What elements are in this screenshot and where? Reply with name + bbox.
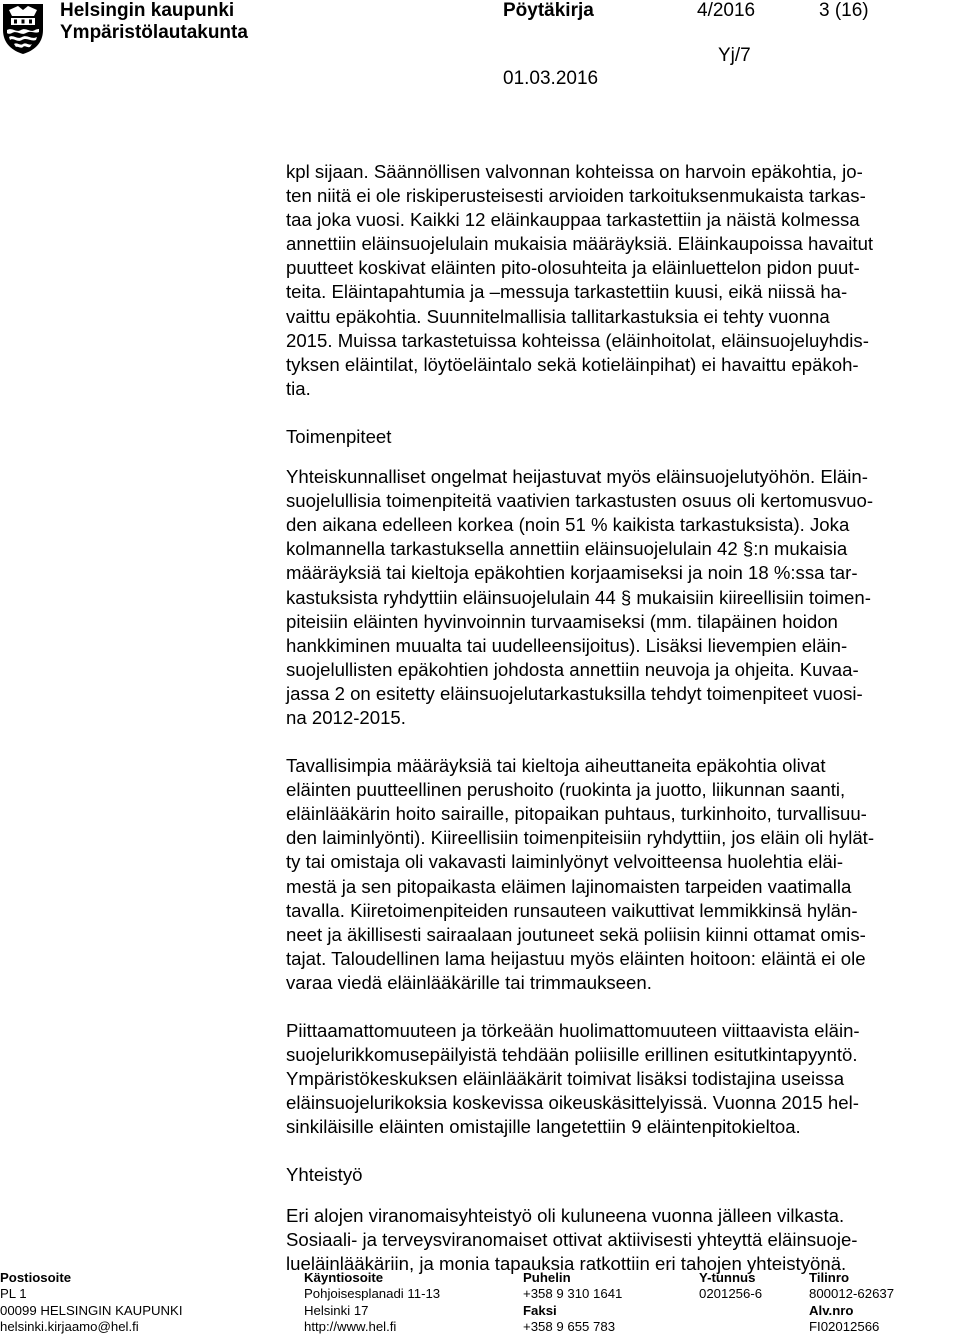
helsinki-crest-logo (0, 0, 46, 56)
heading-cooperation: Yhteistyö (286, 1164, 363, 1186)
paragraph-common-issues: Tavallisimpia määräyksiä tai kieltoja aiheuttaneita epäkohtia olivat eläinten puutteellinen perushoito (ruokinta ja juotto, liikunnan saanti, eläinlääkärin hoito sairaille, pitopaikan puhtaus, turkinhoito, turvallisuu- den laiminlyönti). Kiireellisiin toimenpiteisiin ryhdyttiin, jos eläin oli hylät- ty tai omistaja oli vakavasti laiminlyönyt velvoitteensa huolehtia eläi- mestä ja sen pitopaikasta eläimen lajinomaisten tarpeiden vaatimalla tavalla. Kiiretoimenpiteiden runsauteen vaikuttivat lemmikkinsä hylän- neet ja äkillisesti sairaalaan joutuneet sekä poliisin kiinni ottamat omis- tajat. Taloudellinen lama heijastuu myös eläinten hoitoon: eläintä ei ole varaa viedä eläinlääkärille tai trimmaukseen. (286, 755, 875, 993)
footer-account-label: Tilinro (809, 1270, 850, 1285)
footer-phone (523, 1270, 622, 1335)
paragraph-cooperation: Eri alojen viranomaisyhteistyö oli kuluneena vuonna jälleen vilkasta. Sosiaali- ja terveysviranomaiset ottivat aktiivisesti yhteyttä eläinsuoje- lueläinlääkäriin, ja monia tapauksia ratkottiin eri tahojen yhteistyönä. (286, 1204, 858, 1274)
paragraph-police-referrals: Piittaamattomuuteen ja törkeään huolimattomuuteen viittaavista eläin- suojelurikkomusepäilyistä tehdään poliisille erillinen esitutkintapyyntö. Ympäristökeskuksen eläinlääkärit toimivat lisäksi todistajina useissa eläinsuojelurikoksia koskevissa oikeuskäsittelyissä. Vuonna 2015 hel- sinkiläisille eläinten omistajille langetettiin 9 eläintenpitokieltoa. (286, 1020, 860, 1138)
document-number: 4/2016 (697, 0, 756, 21)
footer-visiting-line1: Pohjoisesplanadi 11-13 (304, 1286, 441, 1302)
heading-measures: Toimenpiteet (286, 425, 392, 447)
meeting-date: 01.03.2016 (503, 68, 599, 89)
footer-postal-line1: PL 1 (0, 1286, 27, 1302)
footer-website: http://www.hel.fi (304, 1318, 397, 1334)
footer-business-id-value: 0201256-6 (699, 1286, 763, 1302)
document-body (286, 160, 946, 1276)
footer-vat-number: FI02012566 (809, 1318, 880, 1334)
paragraph-inspections-summary: kpl sijaan. Säännöllisen valvonnan kohteissa on harvoin epäkohtia, jo- ten niitä ei ole riskiperusteisesti arvioiden tarkoituksenmukaista tarkas- taa joka vuosi. Kaikki 12 eläinkauppaa tarkastettiin ja näistä kolmessa annettiin eläinsuojelulain mukaisia määräyksiä. Eläinkaupoissa havaitut puutteet koskivat eläinten pito-olosuhteita ja eläinluettelon pidon puut- teita. Eläintapahtumia ja –messuja tarkastettiin kuusi, eikä niissä ha- vaittu epäkohtia. Suunnitelmallisia tallitarkastuksia ei tehty vuonna 2015. Muissa tarkastetuissa kohteissa (eläinhoitolat, eläinsuojeluyhdis- tyksen eläintilat, löytöeläintalo sekä kotieläinpihat) ei havaittu epäkoh- tia. (286, 161, 874, 399)
footer-account-number: 800012-62637 (809, 1286, 895, 1302)
footer-business-id (699, 1270, 762, 1303)
footer-postal-label: Postiosoite (0, 1270, 72, 1285)
footer-vat-label: Alv.nro (809, 1302, 854, 1318)
document-type: Pöytäkirja (503, 0, 594, 21)
footer-postal-address (0, 1270, 183, 1335)
organization-name: Helsingin kaupunki (60, 0, 235, 21)
footer-phone-label: Puhelin (523, 1270, 571, 1285)
footer-phone-number: +358 9 310 1641 (523, 1286, 623, 1302)
footer-visiting-line2: Helsinki 17 (304, 1302, 369, 1318)
page-number: 3 (16) (819, 0, 869, 21)
footer-visiting-address (304, 1270, 440, 1335)
footer-fax-number: +358 9 655 783 (523, 1318, 616, 1334)
footer-email: helsinki.kirjaamo@hel.fi (0, 1318, 139, 1334)
footer-postal-line2: 00099 HELSINGIN KAUPUNKI (0, 1302, 183, 1318)
footer-business-id-label: Y-tunnus (699, 1270, 756, 1285)
section-code: Yj/7 (718, 45, 751, 66)
committee-name: Ympäristölautakunta (60, 22, 248, 43)
footer-fax-label: Faksi (523, 1302, 557, 1318)
paragraph-measures: Yhteiskunnalliset ongelmat heijastuvat myös eläinsuojelutyöhön. Eläin- suojelullisia toimenpiteitä vaativien tarkastusten osuus oli kertomusvuo- den aikana edelleen korkea (noin 51 % kaikista tarkastuksista). Joka kolmannella tarkastuksella annettiin eläinsuojelulain 42 §:n mukaisia määräyksiä tai kieltoja epäkohtien korjaamiseksi ja noin 18 %:ssa tar- kastuksista ryhdyttiin eläinsuojelulain 44 § mukaisiin kiireellisiin toimen- piteisiin eläinten hyvinvoinnin turvaamiseksi (mm. tilapäinen hoidon hankkiminen muualta tai uudelleensijoitus). Lisäksi lievempien eläin- suojelullisten epäkohtien johdosta annettiin neuvoja ja ohjeita. Kuvaa- jassa 2 on esitetty eläinsuojelutarkastuksilla tehdyt toimenpiteet vuosi- na 2012-2015. (286, 466, 874, 728)
footer-account (809, 1270, 894, 1335)
page-footer (0, 1270, 960, 1336)
footer-visiting-label: Käyntiosoite (304, 1270, 384, 1285)
